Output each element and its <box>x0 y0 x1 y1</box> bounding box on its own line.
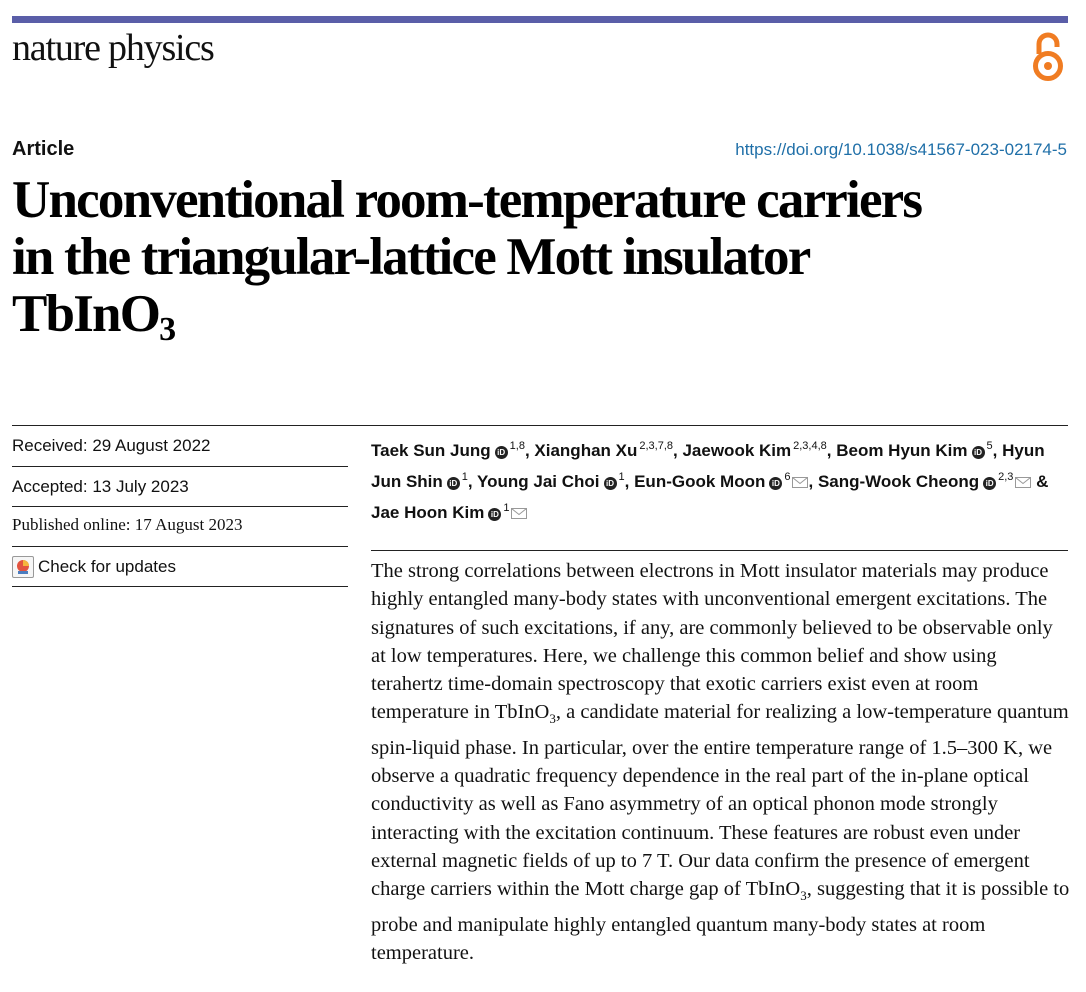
journal-name[interactable]: nature physics <box>12 27 214 69</box>
check-for-updates[interactable] <box>12 556 176 578</box>
author[interactable] <box>634 472 808 491</box>
published-date: Published online: 17 August 2023 <box>12 515 243 534</box>
author-separator: , <box>826 441 837 460</box>
article-type: Article <box>12 138 75 160</box>
divider <box>12 425 1068 426</box>
author-name: Jae Hoon Kim <box>371 503 485 522</box>
orcid-icon[interactable]: iD <box>769 477 782 490</box>
author-separator: , <box>673 441 683 460</box>
check-updates-icon <box>12 556 34 578</box>
affiliation-numbers: 1,8 <box>509 440 525 452</box>
journal-top-bar <box>12 16 1068 23</box>
author-name: Taek Sun Jung <box>371 441 491 460</box>
author-separator: & <box>1031 472 1049 491</box>
divider <box>12 586 348 587</box>
affiliation-numbers: 1 <box>461 471 468 483</box>
divider <box>12 466 348 467</box>
orcid-icon[interactable]: iD <box>495 446 508 459</box>
author[interactable] <box>534 441 673 460</box>
affiliation-numbers: 1 <box>503 502 510 514</box>
affiliation-numbers: 6 <box>784 471 791 483</box>
title-line-2: in the triangular-lattice Mott insulator <box>12 228 810 286</box>
affiliation-numbers: 2,3,7,8 <box>639 440 674 452</box>
affiliation-numbers: 5 <box>986 440 993 452</box>
author-name: Eun-Gook Moon <box>634 472 766 491</box>
orcid-icon[interactable]: iD <box>604 477 617 490</box>
author[interactable] <box>371 441 525 460</box>
author[interactable] <box>818 472 1031 491</box>
orcid-icon[interactable]: iD <box>447 477 460 490</box>
author[interactable] <box>836 441 992 460</box>
author-separator: , <box>467 472 478 491</box>
abstract-text-3: , suggesting that it is possible to probe and manipulate highly entangled quantum many-body states at room temperature. <box>371 878 1070 965</box>
author-separator: , <box>624 472 635 491</box>
author-name: Jaewook Kim <box>682 441 792 460</box>
open-access-icon <box>1030 30 1066 82</box>
affiliation-numbers: 2,3,4,8 <box>793 440 827 452</box>
divider <box>12 506 348 507</box>
received-date: Received: 29 August 2022 <box>12 436 211 455</box>
author-separator: , <box>992 441 1003 460</box>
author-name: Sang-Wook Cheong <box>817 472 980 491</box>
article-title <box>12 172 1072 358</box>
author[interactable] <box>682 441 826 460</box>
divider <box>12 546 348 547</box>
doi-link[interactable]: https://doi.org/10.1038/s41567-023-02174-5 <box>735 140 1067 159</box>
accepted-date: Accepted: 13 July 2023 <box>12 477 189 496</box>
divider <box>371 550 1068 551</box>
email-icon[interactable] <box>1015 477 1031 488</box>
author-name: Xianghan Xu <box>534 441 638 460</box>
orcid-icon[interactable]: iD <box>972 446 985 459</box>
title-line-1: Unconventional room-temperature carriers <box>12 171 922 229</box>
title-subscript: 3 <box>159 311 177 348</box>
title-line-3: TbInO <box>12 285 160 343</box>
abstract-text-1: The strong correlations between electrons in Mott insulator materials may produce highly entangled many-body states with unconventional emergent excitations. The signatures of such excitations, if any, are commonly believed to be observable only at low temperatures. Here, we challenge this common belief and show using terahertz time-domain spectroscopy that exotic carriers exist even at room temperature in TbInO <box>371 560 1053 724</box>
author-name: Hyun Jun Shin <box>371 441 1045 491</box>
affiliation-numbers: 2,3 <box>998 471 1014 483</box>
orcid-icon[interactable]: iD <box>983 477 996 490</box>
abstract-subscript: 3 <box>800 888 807 904</box>
abstract-subscript: 3 <box>549 711 556 727</box>
orcid-icon[interactable]: iD <box>488 508 501 521</box>
author-name: Beom Hyun Kim <box>836 441 968 460</box>
abstract-text-2: , a candidate material for realizing a low-temperature quantum spin-liquid phase. In particular, over the entire temperature range of 1.5–300 K, we observe a quadratic frequency dependence in the real part of the in-plane optical conductivity as well as Fano asymmetry of an optical phonon mode strongly interacting with the excitation continuum. These features are robust even under external magnetic fields of up to 7 T. Our data confirm the presence of emergent charge carriers within the Mott charge gap of TbInO <box>371 701 1069 901</box>
affiliation-numbers: 1 <box>618 471 625 483</box>
check-updates-label: Check for updates <box>38 557 176 576</box>
author-name: Young Jai Choi <box>477 472 600 491</box>
author-list <box>371 433 1071 526</box>
author[interactable] <box>371 503 527 522</box>
abstract <box>371 557 1071 967</box>
author[interactable] <box>477 472 625 491</box>
author-separator: , <box>808 472 818 491</box>
email-icon[interactable] <box>511 508 527 519</box>
email-icon[interactable] <box>792 477 808 488</box>
author-separator: , <box>524 441 535 460</box>
